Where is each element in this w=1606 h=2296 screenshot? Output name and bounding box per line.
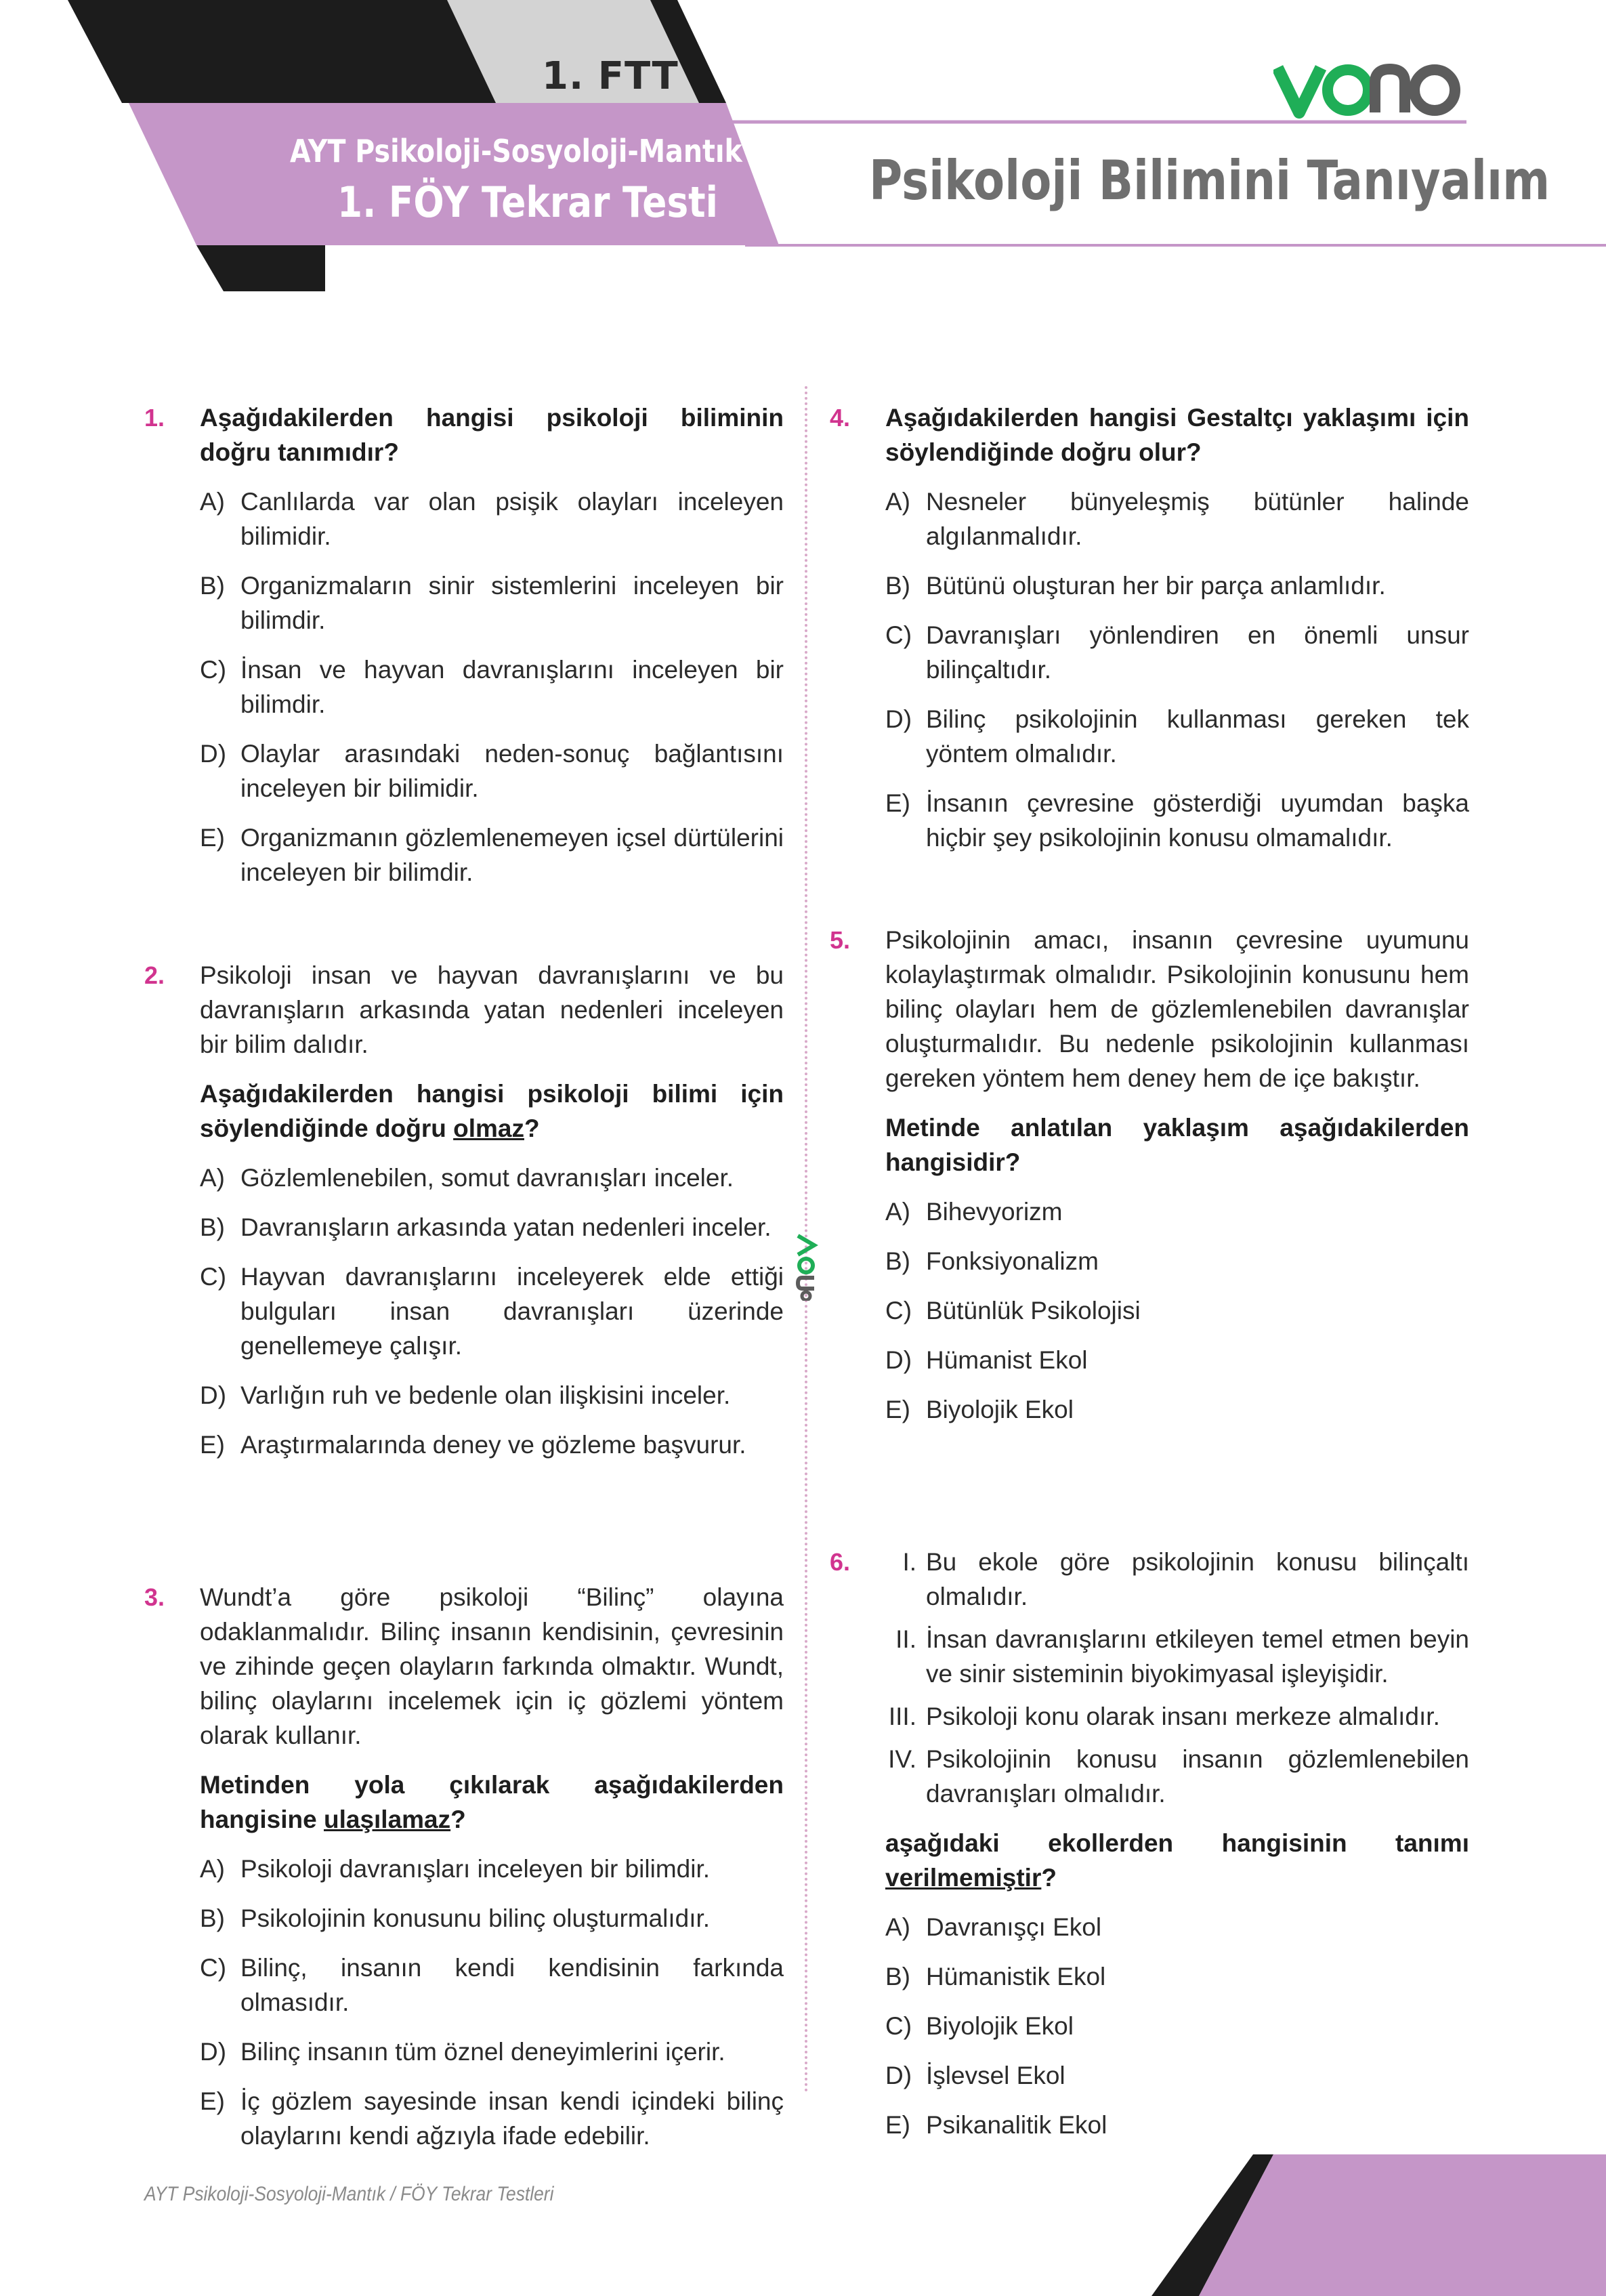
option-letter: B) <box>885 572 910 600</box>
option-e[interactable] <box>885 2108 1469 2142</box>
option-letter: D) <box>885 705 912 733</box>
question-number: 6. <box>830 1548 851 1576</box>
question-number: 4. <box>830 404 851 432</box>
option-text: Olaylar arasındaki neden-sonuç bağlantısını inceleyen bir bilimidir. <box>240 740 784 802</box>
option-letter: D) <box>885 2062 912 2089</box>
question-number: 1. <box>144 404 165 432</box>
option-d[interactable] <box>200 736 784 806</box>
option-text: Psikoloji davranışları inceleyen bir bilimdir. <box>240 1855 711 1883</box>
option-letter: C) <box>200 1263 227 1291</box>
option-text: Biyolojik Ekol <box>926 2012 1074 2040</box>
question-number: 5. <box>830 926 851 954</box>
option-letter: B) <box>885 1247 910 1275</box>
option-text: Canlılarda var olan psişik olayları inceleyen bilimidir. <box>240 488 784 550</box>
test-name: 1. FÖY Tekrar Testi <box>337 178 718 227</box>
option-b[interactable] <box>885 1244 1469 1278</box>
option-letter: E) <box>885 2111 910 2139</box>
option-a[interactable] <box>200 484 784 554</box>
statement-4: IV. Psikolojinin konusu insanın gözlemlenebilen davranışları olmalıdır. <box>888 1745 1469 1808</box>
question-number: 2. <box>144 961 165 989</box>
option-text: İnsanın çevresine gösterdiği uyumdan başka hiçbir şey psikolojinin konusu olmamalıdır. <box>926 789 1469 852</box>
option-letter: C) <box>885 2012 912 2040</box>
option-text: Bilinç psikolojinin kullanması gereken tek yöntem olmalıdır. <box>926 705 1469 768</box>
option-c[interactable] <box>200 1259 784 1363</box>
question-text: Psikolojinin amacı, insanın çevresine uyumunu kolaylaştırmak olmalıdır. Psikolojinin konusunu hem bilinç olayları hem de gözlemlenebilen davranışlar oluşturmalıdır. Bu nedenle psikolojinin kullanması gereken yöntem hem deney hem de içe bakıştır. <box>885 926 1469 1092</box>
page-title: Psikoloji Bilimini Tanıyalım <box>869 149 1550 212</box>
option-c[interactable] <box>885 1293 1469 1328</box>
option-letter: B) <box>200 1904 225 1932</box>
question-stem: Aşağıdakilerden hangisi psikoloji biliminin doğru tanımıdır? <box>200 404 784 466</box>
option-text: Psikanalitik Ekol <box>926 2111 1107 2139</box>
option-e[interactable] <box>200 820 784 890</box>
option-text: Davranışların arkasında yatan nedenleri inceler. <box>240 1213 772 1241</box>
question-stem: aşağıdaki ekollerden hangisinin tanımı verilmemiştir? <box>885 1829 1469 1892</box>
option-e[interactable] <box>885 1392 1469 1427</box>
option-b[interactable] <box>200 1210 784 1245</box>
option-letter: B) <box>200 1213 225 1241</box>
option-text: Bütünlük Psikolojisi <box>926 1297 1141 1324</box>
option-text: Hümanistik Ekol <box>926 1963 1106 1990</box>
option-e[interactable] <box>200 1427 784 1462</box>
option-letter: C) <box>885 1297 912 1324</box>
option-text: Bihevyorizm <box>926 1198 1063 1226</box>
question-1 <box>144 400 784 904</box>
option-letter: A) <box>885 1198 910 1226</box>
option-letter: A) <box>200 1855 225 1883</box>
option-b[interactable] <box>200 568 784 638</box>
option-d[interactable] <box>200 1378 784 1413</box>
option-d[interactable] <box>885 2058 1469 2093</box>
option-letter: E) <box>200 824 225 852</box>
option-text: İşlevsel Ekol <box>926 2062 1065 2089</box>
option-text: Davranışları yönlendiren en önemli unsur bilinçaltıdır. <box>926 621 1469 684</box>
statement-1: I. Bu ekole göre psikolojinin konusu bilinçaltı olmalıdır. <box>902 1548 1469 1610</box>
question-number: 3. <box>144 1583 165 1611</box>
option-letter: D) <box>200 740 227 768</box>
option-letter: C) <box>885 621 912 649</box>
option-letter: E) <box>885 789 910 817</box>
option-text: Bilinç insanın tüm öznel deneyimlerini içerir. <box>240 2038 725 2066</box>
option-d[interactable] <box>885 702 1469 771</box>
question-stem: Aşağıdakilerden hangisi Gestaltçı yaklaşımı için söylendiğinde doğru olur? <box>885 404 1469 466</box>
option-letter: A) <box>885 1913 910 1941</box>
question-2 <box>144 958 784 1477</box>
statement-2: II. İnsan davranışlarını etkileyen temel etmen beyin ve sinir sisteminin biyokimyasal işleyişidir. <box>895 1625 1469 1688</box>
question-stem: Metinden yola çıkılarak aşağıdakilerden hangisine ulaşılamaz? <box>200 1771 784 1833</box>
question-text: Psikoloji insan ve hayvan davranışlarını ve bu davranışların arkasında yatan nedenleri inceleyen bir bilim dalıdır. <box>200 961 784 1058</box>
option-b[interactable] <box>200 1901 784 1936</box>
option-c[interactable] <box>885 2009 1469 2043</box>
option-text: Gözlemlenebilen, somut davranışları inceler. <box>240 1164 734 1192</box>
question-3 <box>144 1580 784 2168</box>
option-letter: A) <box>200 1164 225 1192</box>
option-b[interactable] <box>885 1959 1469 1994</box>
option-text: Bütünü oluşturan her bir parça anlamlıdır. <box>926 572 1386 600</box>
option-c[interactable] <box>885 618 1469 687</box>
option-text: İnsan ve hayvan davranışlarını inceleyen bir bilimdir. <box>240 656 784 718</box>
option-text: Davranışçı Ekol <box>926 1913 1102 1941</box>
footer-graphic <box>1151 2154 1606 2296</box>
option-a[interactable] <box>200 1852 784 1886</box>
option-letter: E) <box>885 1396 910 1423</box>
option-letter: A) <box>200 488 225 516</box>
header-black-foot <box>196 245 325 291</box>
option-e[interactable] <box>885 786 1469 855</box>
option-text: Organizmaların sinir sistemlerini inceleyen bir bilimdir. <box>240 572 784 634</box>
option-e[interactable] <box>200 2084 784 2153</box>
option-a[interactable] <box>885 1910 1469 1944</box>
option-a[interactable] <box>885 484 1469 554</box>
option-letter: D) <box>200 1381 227 1409</box>
option-c[interactable] <box>200 652 784 722</box>
option-letter: B) <box>200 572 225 600</box>
option-text: Nesneler bünyeleşmiş bütünler halinde algılanmalıdır. <box>926 488 1469 550</box>
option-text: Organizmanın gözlemlenemeyen içsel dürtülerini inceleyen bir bilimdir. <box>240 824 784 886</box>
option-a[interactable] <box>885 1194 1469 1229</box>
vono-logo <box>1273 60 1463 121</box>
divider-logo <box>793 1233 820 1301</box>
option-text: Hümanist Ekol <box>926 1346 1088 1374</box>
option-text: Hayvan davranışlarını inceleyerek elde ettiği bulguları insan davranışları üzerinde genellemeye çalışır. <box>240 1263 784 1360</box>
option-letter: E) <box>200 2087 225 2115</box>
option-text: Araştırmalarında deney ve gözleme başvurur. <box>240 1431 746 1459</box>
option-c[interactable] <box>200 1950 784 2020</box>
footer-text: AYT Psikoloji-Sosyoloji-Mantık / FÖY Tekrar Testleri <box>144 2183 554 2205</box>
question-6 <box>830 1545 1469 2157</box>
option-b[interactable] <box>885 568 1469 603</box>
option-letter: E) <box>200 1431 225 1459</box>
question-text: Wundt’a göre psikoloji “Bilinç” olayına odaklanmalıdır. Bilinç insanın kendisinin, çevresinin ve zihinde geçen olayların farkında olmaktır. Wundt, bilinç olaylarını incelemek için iç gözlemi yöntem olarak kullanır. <box>200 1583 784 1749</box>
option-letter: D) <box>885 1346 912 1374</box>
option-letter: D) <box>200 2038 227 2066</box>
option-letter: A) <box>885 488 910 516</box>
option-text: Biyolojik Ekol <box>926 1396 1074 1423</box>
question-5 <box>830 923 1469 1442</box>
option-text: İç gözlem sayesinde insan kendi içindeki bilinç olaylarını kendi ağzıyla ifade edebilir. <box>240 2087 784 2150</box>
option-letter: C) <box>200 1954 227 1982</box>
course-name: AYT Psikoloji-Sosyoloji-Mantık <box>290 133 742 169</box>
option-a[interactable] <box>200 1161 784 1195</box>
question-4 <box>830 400 1469 870</box>
option-letter: B) <box>885 1963 910 1990</box>
option-text: Psikolojinin konusunu bilinç oluşturmalıdır. <box>240 1904 711 1932</box>
statement-3: III. Psikoloji konu olarak insanı merkeze almalıdır. <box>888 1703 1440 1730</box>
option-text: Fonksiyonalizm <box>926 1247 1099 1275</box>
question-stem: Aşağıdakilerden hangisi psikoloji bilimi için söylendiğinde doğru olmaz? <box>200 1080 784 1142</box>
option-d[interactable] <box>885 1343 1469 1377</box>
option-text: Bilinç, insanın kendi kendisinin farkında olmasıdır. <box>240 1954 784 2016</box>
option-letter: C) <box>200 656 227 684</box>
option-text: Varlığın ruh ve bedenle olan ilişkisini inceler. <box>240 1381 731 1409</box>
test-number: 1. FTT <box>542 54 679 98</box>
option-d[interactable] <box>200 2034 784 2069</box>
question-stem: Metinde anlatılan yaklaşım aşağıdakilerden hangisidir? <box>885 1114 1469 1176</box>
